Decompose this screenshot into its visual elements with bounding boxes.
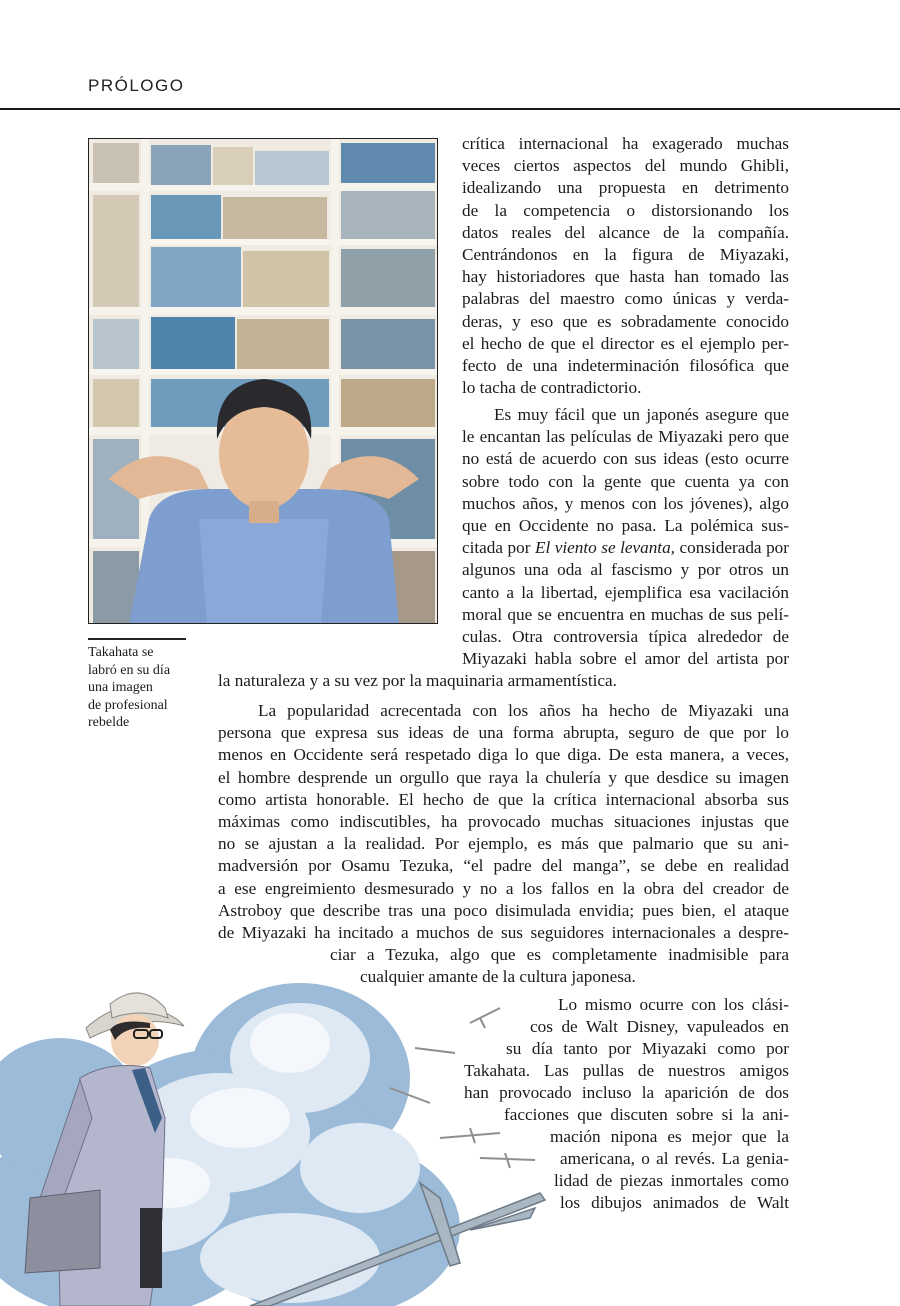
text-line: han provocado incluso la aparición de dos <box>464 1083 789 1102</box>
text-line: de la competencia o distorsionando los <box>462 200 789 220</box>
illustration-art <box>0 968 560 1306</box>
text-line: menos en Occidente será respetado diga lo que diga. De esta manera, a veces, <box>218 745 789 765</box>
text-line: datos reales del alcance de la compañía. <box>462 222 789 242</box>
text-line: Lo mismo ocurre con los clási- <box>558 995 789 1014</box>
caption-line: labró en su día <box>88 662 171 678</box>
photo-illustration <box>89 139 438 624</box>
text-line: a ese engreimiento desmesurado y no a los fallos en la obra del creador de <box>218 878 789 898</box>
text-fragment: citada por <box>462 538 535 558</box>
paragraph-2-final-line <box>218 670 789 692</box>
text-line: La popularidad acrecentada con los años ha hecho de Miyazaki una <box>258 701 789 720</box>
text-line: Astroboy que describe tras una poco disimulada envidia; pues bien, el ataque <box>218 900 789 920</box>
header-rule <box>0 108 900 110</box>
text-line: le encantan las películas de Miyazaki pero que <box>462 427 789 447</box>
text-line: canto a la libertad, ejemplifica esa vacilación <box>462 582 789 602</box>
text-line: que en Occidente no pasa. La polémica sus- <box>462 516 789 536</box>
photo-caption <box>88 644 188 732</box>
paragraph-1-last-line <box>462 377 789 399</box>
text-line: crítica internacional ha exagerado muchas <box>462 134 789 153</box>
paragraph-3-line-12 <box>330 944 789 966</box>
text-line: el hecho de que el director es el ejemplo per- <box>462 333 789 353</box>
text-line: moral que se encuentra en muchas de sus pelí- <box>462 604 789 624</box>
caption-line: Takahata se <box>88 645 154 660</box>
text-line: el hombre desprende un orgullo que raya la chulería y que desdice su imagen <box>218 767 789 787</box>
text-line: veces ciertos aspectos del mundo Ghibli, <box>462 156 789 176</box>
text-line: idealizando una propuesta en detrimento <box>462 178 789 198</box>
text-line: americana, o al revés. La genia- <box>560 1149 789 1168</box>
text-line: de Miyazaki ha incitado a muchos de sus seguidores internacionales a despre- <box>218 923 789 943</box>
text-line: su día tanto por Miyazaki como por <box>506 1039 789 1058</box>
text-line: sobre todo con la gente que cuenta ya con <box>462 471 789 491</box>
text-line: palabras del maestro como únicas y verda- <box>462 289 789 309</box>
caption-line: de profesional <box>88 697 168 713</box>
section-title: PRÓLOGO <box>88 76 185 95</box>
text-line-wrap <box>560 1148 789 1170</box>
text-line: mación nipona es mejor que la <box>550 1127 789 1146</box>
text-line-citada <box>462 538 789 557</box>
film-title: El viento se levanta <box>534 538 671 558</box>
caption-line: rebelde <box>88 715 130 730</box>
text-line-wrap <box>558 994 789 1016</box>
paragraph-3 <box>218 700 789 944</box>
text-line: Miyazaki habla sobre el amor del artista por <box>462 649 789 669</box>
text-line: máximas como indiscutibles, ha provocado muchas situaciones injustas que <box>218 812 789 832</box>
text-line: facciones que discuten sobre si la ani- <box>504 1105 789 1124</box>
illustration-character-clouds <box>0 968 560 1306</box>
text-line: no se ajustan a la realidad. Por ejemplo, es más que palmario que su ani- <box>218 834 789 854</box>
text-line: hay historiadores que hasta han tomado las <box>462 267 789 287</box>
text-line: lo tacha de contradictorio. <box>462 378 642 397</box>
text-line: persona que expresa sus ideas de una forma abrupta, seguro de que por lo <box>218 723 789 743</box>
text-line: Es muy fácil que un japonés asegure que <box>494 405 789 424</box>
text-line: fecto de una indeterminación filosófica que <box>462 356 789 376</box>
text-line: Centrándonos en la figura de Miyazaki, <box>462 245 789 265</box>
text-line: muchos años, y menos con los jóvenes), algo <box>462 493 789 513</box>
text-line: como artista honorable. El hecho de que la crítica internacional absorba sus <box>218 789 789 809</box>
text-line: deras, y eso que es sobradamente conocido <box>462 311 789 331</box>
paragraph-1 <box>462 133 789 377</box>
text-fragment: , considerada por <box>670 538 789 558</box>
text-line: madversión por Osamu Tezuka, “el padre del manga”, se debe en realidad <box>218 856 789 876</box>
text-line: cos de Walt Disney, vapuleados en <box>530 1017 789 1036</box>
text-line-wrap <box>554 1170 789 1192</box>
text-line-wrap <box>550 1126 789 1148</box>
text-line: la naturaleza y a su vez por la maquinaria armamentística. <box>218 671 617 690</box>
photo-takahata-bookshelf <box>88 138 438 624</box>
text-line: no está de acuerdo con sus ideas (esto ocurre <box>462 449 789 469</box>
text-line-wrap <box>560 1192 789 1214</box>
text-line: cualquier amante de la cultura japonesa. <box>360 967 636 986</box>
text-line-wrap <box>530 1016 789 1038</box>
text-line: algunos una oda al fascismo y por otros un <box>462 560 789 580</box>
text-line: Takahata. Las pullas de nuestros amigos <box>464 1061 789 1080</box>
text-line: los dibujos animados de Walt <box>560 1193 789 1212</box>
text-line: culas. Otra controversia típica alrededor de <box>462 627 789 647</box>
caption-line: una imagen <box>88 680 153 695</box>
text-line: ciar a Tezuka, algo que es completamente inadmisible para <box>330 945 789 964</box>
caption-rule <box>88 638 186 640</box>
paragraph-2 <box>462 404 789 670</box>
text-line: lidad de piezas inmortales como <box>554 1171 789 1190</box>
